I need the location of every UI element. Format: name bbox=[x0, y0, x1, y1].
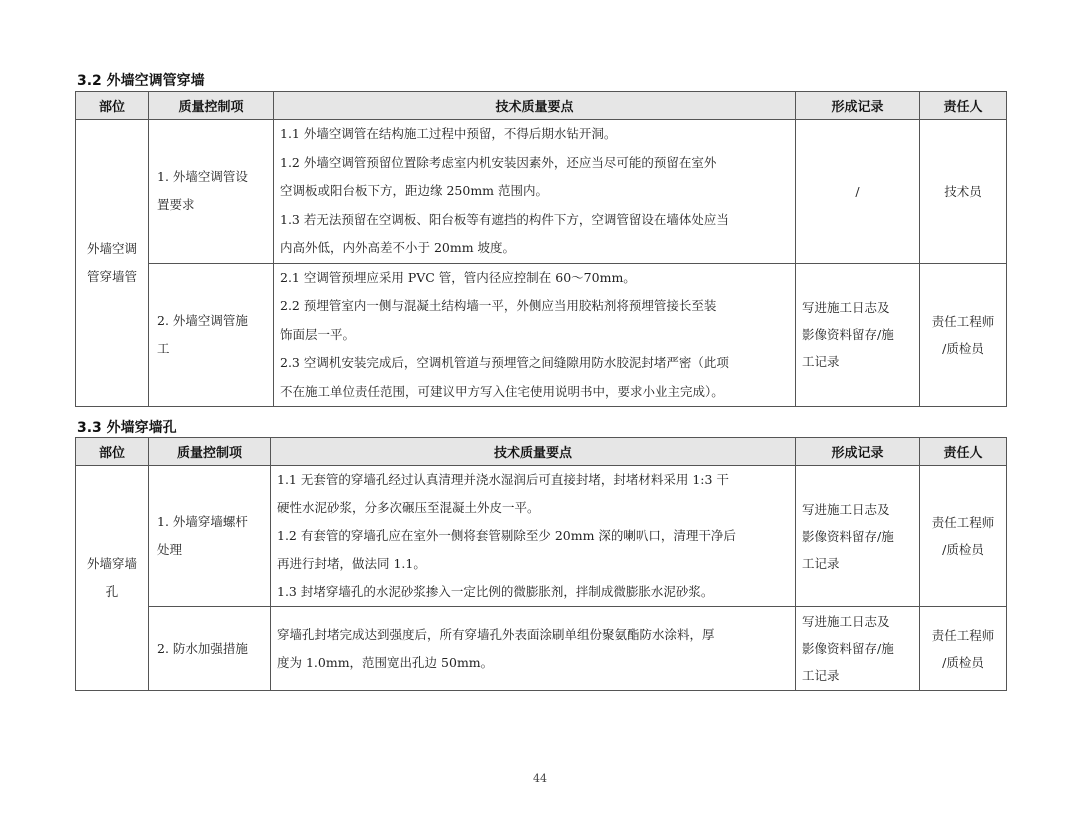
control-item-cell bbox=[149, 466, 271, 607]
tech-point-line: 2.3 空调机安装完成后，空调机管道与预埋管之间缝隙用防水胶泥封堵严密（此项 bbox=[280, 355, 729, 370]
tech-point-line: 2.2 预埋管室内一侧与混凝土结构墙一平，外侧应当用胶粘剂将预埋管接长至装 bbox=[280, 298, 717, 313]
header-record: 形成记录 bbox=[796, 438, 920, 466]
header-part: 部位 bbox=[76, 92, 149, 120]
table-header-row bbox=[76, 92, 1007, 120]
tech-points-cell bbox=[271, 607, 796, 691]
table-header-row bbox=[76, 438, 1007, 466]
header-control-item: 质量控制项 bbox=[149, 438, 271, 466]
tech-point-line: 1.3 若无法预留在空调板、阳台板等有遮挡的构件下方，空调管留设在墙体处应当 bbox=[280, 211, 729, 227]
person-text: /质检员 bbox=[942, 654, 984, 670]
table-row bbox=[76, 607, 1007, 691]
table-row bbox=[76, 466, 1007, 607]
tech-point-line: 硬性水泥砂浆，分多次碾压至混凝土外皮一平。 bbox=[277, 500, 540, 515]
person-text: 责任工程师 bbox=[931, 515, 995, 530]
part-text: 管穿墙管 bbox=[86, 269, 137, 284]
tech-point-line: 饰面层一平。 bbox=[280, 326, 356, 342]
tech-point-line: 1.3 封堵穿墙孔的水泥砂浆掺入一定比例的微膨胀剂，拌制成微膨胀水泥砂浆。 bbox=[277, 584, 714, 599]
control-item-cell bbox=[149, 120, 274, 264]
tech-point-line: 1.1 外墙空调管在结构施工过程中预留，不得后期水钻开洞。 bbox=[280, 126, 617, 141]
tech-point-line: 2.1 空调管预埋应采用 PVC 管，管内径应控制在 60～70mm。 bbox=[280, 269, 636, 285]
tech-point-line: 1.2 有套管的穿墙孔应在室外一侧将套管剔除至少 20mm 深的喇叭口，清理干净后 bbox=[277, 528, 736, 543]
person-cell bbox=[920, 263, 1007, 407]
tech-point-line: 1.1 无套管的穿墙孔经过认真清理并浇水湿润后可直接封堵，封堵材料采用 1:3 干 bbox=[277, 472, 729, 487]
person-text: 技术员 bbox=[944, 184, 982, 200]
record-cell bbox=[796, 120, 920, 264]
person-text: /质检员 bbox=[942, 542, 984, 557]
quality-table bbox=[75, 437, 1007, 691]
tech-point-line: 再进行封堵，做法同 1.1。 bbox=[277, 556, 426, 571]
record-cell bbox=[796, 607, 920, 691]
table-row bbox=[76, 263, 1007, 407]
record-cell bbox=[796, 263, 920, 407]
section-title: 3.3 外墙穿墙孔 bbox=[77, 420, 177, 436]
section-title: 3.2 外墙空调管穿墙 bbox=[77, 73, 205, 89]
record-text: 影像资料留存/施 bbox=[802, 641, 894, 656]
tech-point-line: 内高外低，内外高差不小于 20mm 坡度。 bbox=[280, 240, 516, 255]
person-cell bbox=[920, 466, 1007, 607]
part-cell bbox=[76, 120, 149, 407]
header-control-item: 质量控制项 bbox=[149, 92, 274, 120]
person-cell bbox=[920, 607, 1007, 691]
tech-point-line: 度为 1.0mm，范围宽出孔边 50mm。 bbox=[277, 654, 494, 670]
person-text: /质检员 bbox=[942, 340, 984, 356]
record-text: 影像资料留存/施 bbox=[802, 528, 894, 544]
control-item-cell bbox=[149, 607, 271, 691]
header-part: 部位 bbox=[76, 438, 149, 466]
part-text: 外墙空调 bbox=[86, 241, 137, 256]
header-tech-points: 技术质量要点 bbox=[274, 92, 796, 120]
table-row bbox=[76, 120, 1007, 264]
part-text: 孔 bbox=[105, 584, 119, 599]
tech-point-line: 穿墙孔封堵完成达到强度后，所有穿墙孔外表面涂刷单组份聚氨酯防水涂料，厚 bbox=[277, 626, 715, 642]
header-record: 形成记录 bbox=[796, 92, 920, 120]
tech-point-line: 不在施工单位责任范围，可建议甲方写入住宅使用说明书中，要求小业主完成）。 bbox=[280, 383, 724, 399]
page-number: 44 bbox=[533, 772, 547, 785]
record-text: / bbox=[855, 183, 860, 199]
record-text: 工记录 bbox=[802, 555, 840, 571]
tech-points-cell bbox=[271, 466, 796, 607]
control-item-text: 2. 外墙空调管施 bbox=[157, 312, 248, 328]
record-cell bbox=[796, 466, 920, 607]
tech-point-line: 空调板或阳台板下方，距边缘 250mm 范围内。 bbox=[280, 183, 549, 198]
header-tech-points: 技术质量要点 bbox=[271, 438, 796, 466]
control-item-text: 1. 外墙穿墙螺杆 bbox=[157, 514, 248, 529]
header-person: 责任人 bbox=[920, 438, 1007, 466]
header-person: 责任人 bbox=[920, 92, 1007, 120]
tech-points-cell bbox=[274, 263, 796, 407]
person-text: 责任工程师 bbox=[931, 313, 995, 329]
control-item-text: 处理 bbox=[157, 542, 183, 557]
control-item-text: 工 bbox=[157, 340, 170, 356]
record-text: 写进施工日志及 bbox=[802, 501, 890, 517]
control-item-text: 置要求 bbox=[157, 197, 195, 213]
record-text: 工记录 bbox=[802, 354, 840, 370]
record-text: 写进施工日志及 bbox=[802, 614, 890, 629]
record-text: 工记录 bbox=[802, 668, 840, 683]
record-text: 写进施工日志及 bbox=[802, 300, 890, 316]
control-item-cell bbox=[149, 263, 274, 407]
person-text: 责任工程师 bbox=[931, 627, 995, 643]
person-cell bbox=[920, 120, 1007, 264]
control-item-text: 2. 防水加强措施 bbox=[157, 640, 248, 656]
control-item-text: 1. 外墙空调管设 bbox=[157, 169, 248, 185]
tech-points-cell bbox=[274, 120, 796, 264]
part-cell bbox=[76, 466, 149, 691]
part-text: 外墙穿墙 bbox=[86, 556, 137, 571]
quality-table bbox=[75, 91, 1007, 407]
record-text: 影像资料留存/施 bbox=[802, 327, 894, 343]
tech-point-line: 1.2 外墙空调管预留位置除考虑室内机安装因素外，还应当尽可能的预留在室外 bbox=[280, 154, 717, 170]
